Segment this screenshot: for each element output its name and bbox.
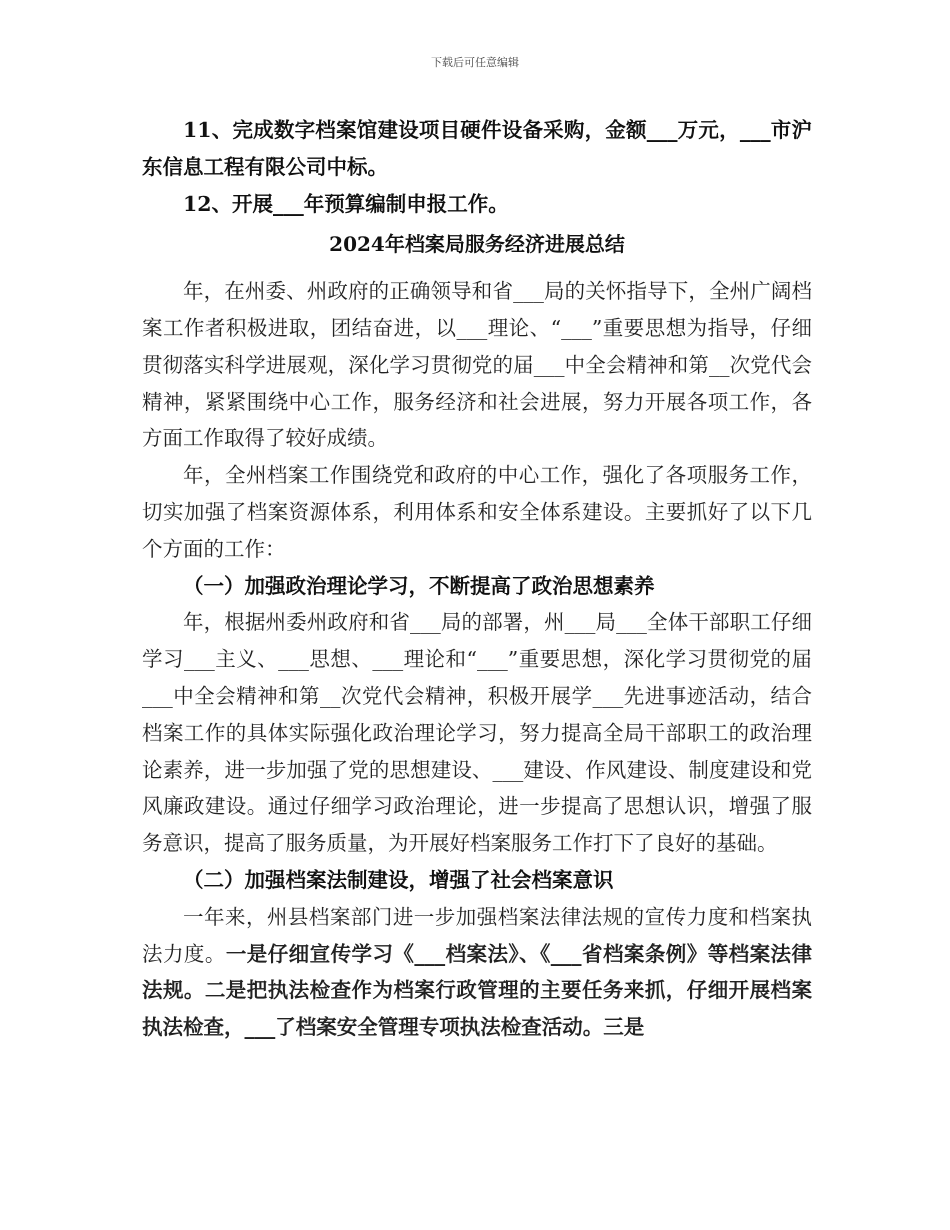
document-body	[142, 112, 812, 1046]
intro-paragraph-2: 年，全州档案工作围绕党和政府的中心工作，强化了各项服务工作，切实加强了档案资源体系，利用体系和安全体系建设。主要抓好了以下几个方面的工作：	[142, 463, 812, 561]
page-header: 下载后可任意编辑	[431, 56, 519, 69]
section-2-body	[142, 899, 812, 1046]
section-2-heading: （二）加强档案法制建设，增强了社会档案意识	[183, 867, 614, 892]
list-item-11: 11、完成数字档案馆建设项目硬件设备采购，金额___万元，___市沪东信息工程有限公司中标。	[142, 118, 812, 179]
section-1-heading: （一）加强政治理论学习，不断提高了政治思想素养	[183, 573, 655, 598]
intro-paragraph-1: 年，在州委、州政府的正确领导和省___局的关怀指导下，全州广阔档案工作者积极进取，团结奋进，以___理论、“___”重要思想为指导，仔细贯彻落实科学进展观，深化学习贯彻党的届___中全会精神和第__次党代会精神，紧紧围绕中心工作，服务经济和社会进展，努力开展各项工作，各方面工作取得了较好成绩。	[142, 279, 812, 451]
document-title: 2024年档案局服务经济进展总结	[329, 232, 625, 257]
section-2-body-normal: 一年来，州县档案部门进一步加强档案法律法规的宣传力度和档案执法力度。	[142, 904, 812, 966]
section-2-body-bold: 一是仔细宣传学习《___档案法》、《___省档案条例》等档案法律法规。二是把执法检查作为档案行政管理的主要任务来抓，仔细开展档案执法检查，___了档案安全管理专项执法检查活动。三是	[142, 941, 813, 1040]
section-1-body: 年，根据州委州政府和省___局的部署，州___局___全体干部职工仔细学习___主义、___思想、___理论和“___”重要思想，深化学习贯彻党的届___中全会精神和第__次党代会精神，积极开展学___先进事迹活动，结合档案工作的具体实际强化政治理论学习，努力提高全局干部职工的政治理论素养，进一步加强了党的思想建设、___建设、作风建设、制度建设和党风廉政建设。通过仔细学习政治理论，进一步提高了思想认识，增强了服务意识，提高了服务质量，为开展好档案服务工作打下了良好的基础。	[142, 610, 812, 856]
list-item-12: 12、开展___年预算编制申报工作。	[183, 191, 509, 216]
